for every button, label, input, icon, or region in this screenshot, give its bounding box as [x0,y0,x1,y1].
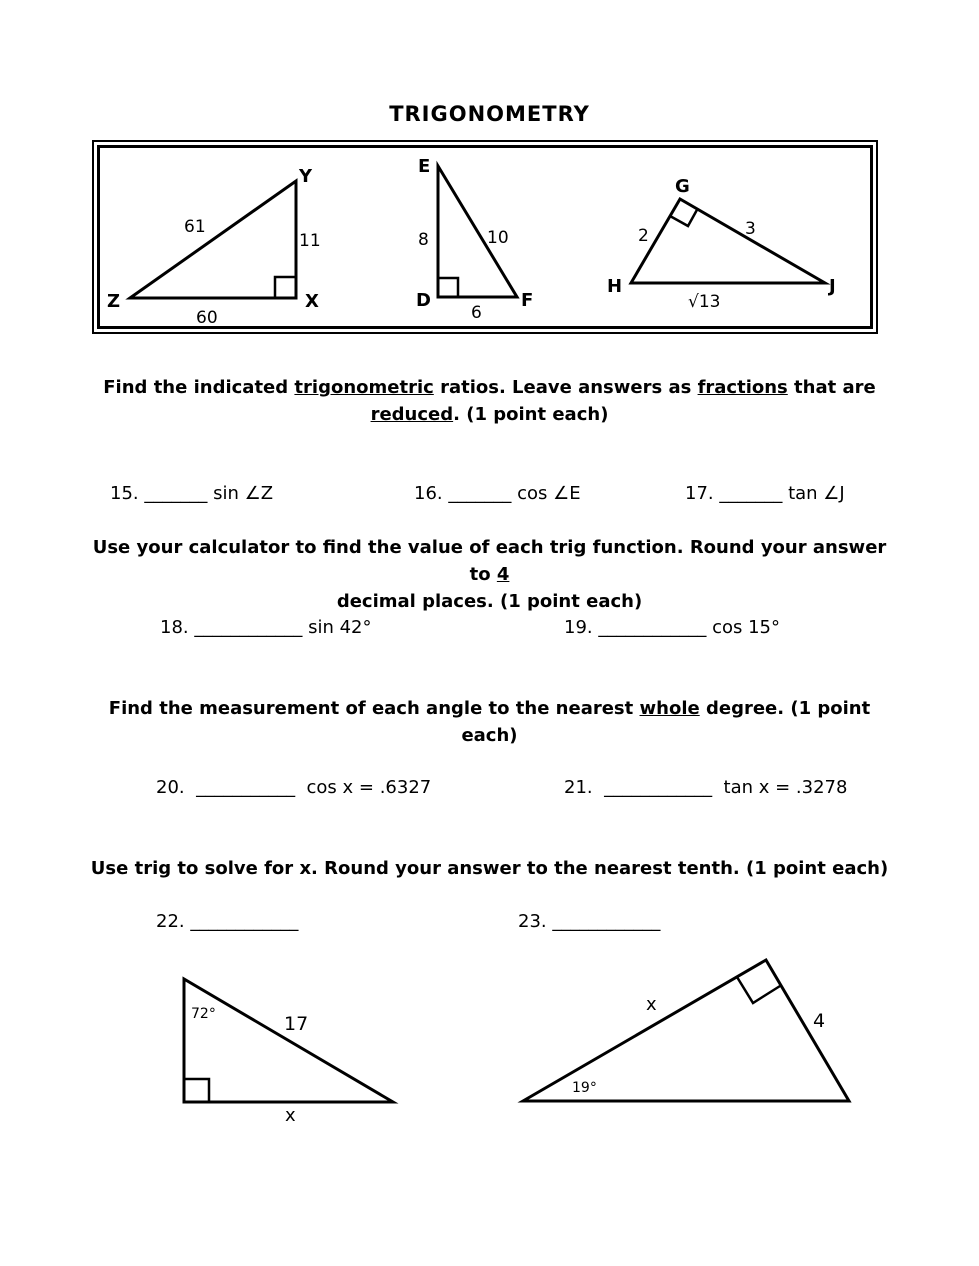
side-label-hj: √13 [688,292,721,312]
side-label-de: 8 [418,230,429,250]
right-angle-mark-q22 [184,1079,209,1102]
side-label-df: 6 [471,303,482,323]
triangle-xyz [130,181,296,298]
instr2-text-a: Use your calculator to find the value of each trig function. Round your answer to [92,537,887,585]
triangle-q22 [184,979,393,1102]
instr1-text-d: . (1 point each) [453,404,609,425]
instr3-underline-whole: whole [639,698,700,719]
instr1-underline-fractions: fractions [697,377,788,398]
question-17: 17. _______ tan ∠J [685,483,845,504]
side-label-ef: 10 [487,228,509,248]
question-16: 16. _______ cos ∠E [414,483,581,504]
side-label-zy: 61 [184,217,206,237]
instructions-solve: Use trig to solve for x. Round your answer to the nearest tenth. (1 point each) [90,858,889,879]
instr1-text-a: Find the indicated [103,377,295,398]
angle-label-q22: 72° [191,1006,216,1022]
triangle-ghj [631,199,825,283]
vertex-label-f: F [521,290,534,311]
vertex-label-g: G [675,176,690,197]
side-label-xy: 11 [299,231,321,251]
question-20: 20. ___________ cos x = .6327 [156,777,432,798]
vertex-label-y: Y [299,166,313,187]
question-18: 18. ____________ sin 42° [160,617,372,638]
instructions-calculator [80,534,899,615]
question-22: 22. ____________ [156,911,299,932]
side-label-q22-hyp: 17 [284,1013,309,1035]
vertex-label-z: Z [107,291,121,312]
side-label-q22-x: x [285,1105,296,1126]
right-angle-mark-d [438,278,458,297]
vertex-label-j: J [829,276,836,297]
vertex-label-x: X [305,291,319,312]
side-label-hg: 2 [638,226,649,246]
question-15: 15. _______ sin ∠Z [110,483,274,504]
question-21: 21. ____________ tan x = .3278 [564,777,848,798]
instr1-text-c: that are [787,377,876,398]
instr2-underline-4: 4 [496,564,510,585]
page-title: TRIGONOMETRY [389,102,590,126]
question-23: 23. ____________ [518,911,661,932]
instructions-angles [80,695,899,749]
instr3-text-b: degree. (1 point each) [461,698,871,746]
right-angle-mark-x [275,277,296,298]
right-angle-mark-q23 [737,977,780,1003]
vertex-label-h: H [607,276,623,297]
instr2-text-b: decimal places. (1 point each) [336,591,643,612]
angle-label-q23: 19° [572,1080,597,1096]
instr1-text-b: ratios. Leave answers as [433,377,698,398]
question-19: 19. ____________ cos 15° [564,617,780,638]
side-label-gj: 3 [745,219,756,239]
instructions-ratios [80,374,899,428]
vertex-label-d: D [416,290,431,311]
instr1-underline-reduced: reduced [370,404,454,425]
side-label-zx: 60 [196,308,218,328]
side-label-q23-4: 4 [813,1010,826,1032]
vertex-label-e: E [418,156,431,177]
instr1-underline-trigonometric: trigonometric [294,377,434,398]
instr3-text-a: Find the measurement of each angle to the nearest [108,698,640,719]
side-label-q23-x: x [646,994,657,1015]
